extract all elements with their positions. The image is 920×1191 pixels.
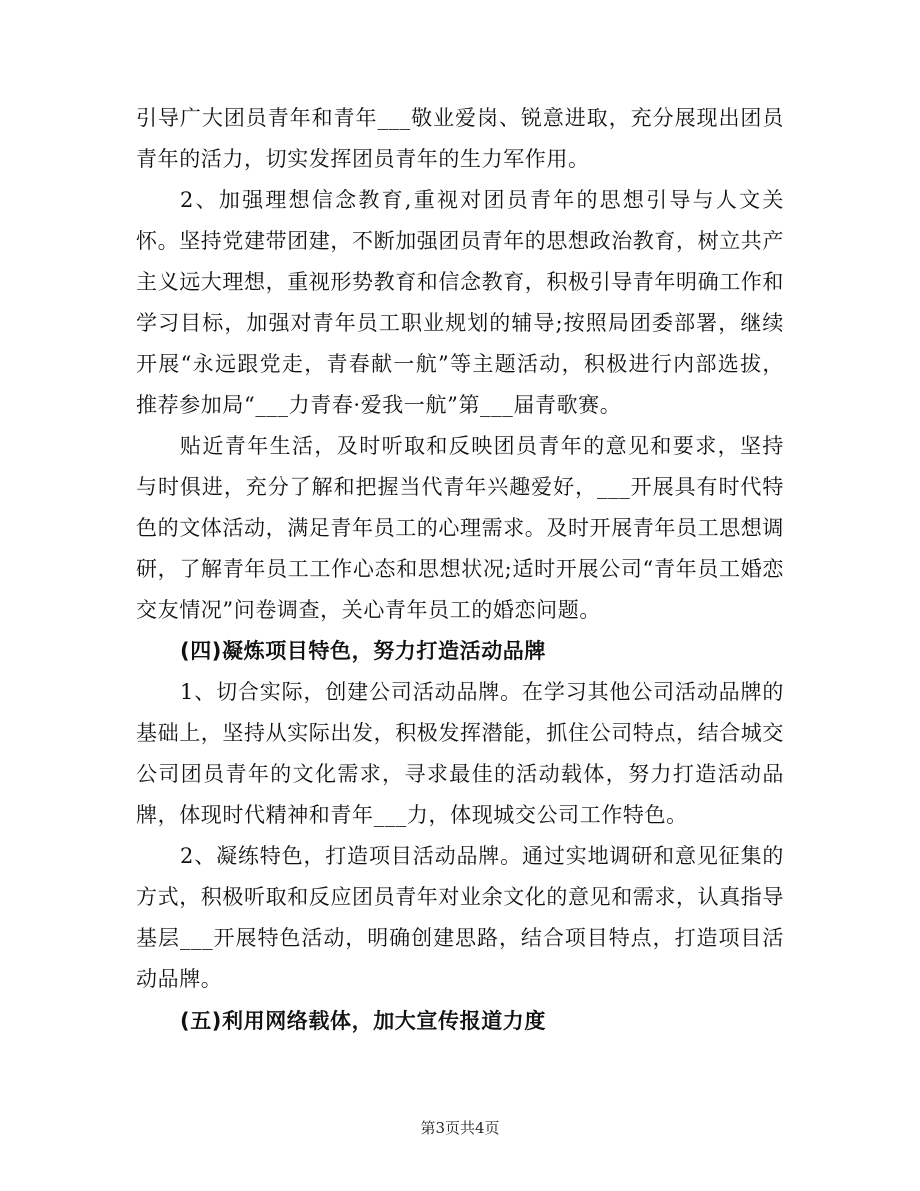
paragraph-youth-life: 贴近青年生活，及时听取和反映团员青年的意见和要求，坚持与时俱进，充分了解和把握当代青年兴趣爱好，___开展具有时代特色的文体活动，满足青年员工的心理需求。及时开展青年员工思想调研，了解青年员工工作心态和思想状况;适时开展公司“青年员工婚恋交友情况”问卷调查，关心青年员工的婚恋问题。 [136,434,784,622]
paragraph-project-brand: 2、凝练特色，打造项目活动品牌。通过实地调研和意见征集的方式，积极听取和反应团员青年对业余文化的意见和需求，认真指导基层___开展特色活动，明确创建思路，结合项目特点，打造项目活动品牌。 [136,844,784,991]
paragraph-ideal-belief-education: 2、加强理想信念教育,重视对团员青年的思想引导与人文关怀。坚持党建带团建，不断加强团员青年的思想政治教育，树立共产主义远大理想，重视形势教育和信念教育，积极引导青年明确工作和学习目标，加强对青年员工职业规划的辅导;按照局团委部署，继续开展“永远跟党走，青春献一航”等主题活动，积极进行内部选拔，推荐参加局“___力青春·爱我一航”第___届青歌赛。 [136,188,784,417]
section-heading-four: (四)凝炼项目特色，努力打造活动品牌 [180,639,546,663]
section-heading-five: (五)利用网络载体，加大宣传报道力度 [180,1009,546,1033]
paragraph-continuation: 引导广大团员青年和青年___敬业爱岗、锐意进取，充分展现出团员青年的活力，切实发挥团员青年的生力军作用。 [136,106,784,171]
paragraph-company-brand: 1、切合实际，创建公司活动品牌。在学习其他公司活动品牌的基础上，坚持从实际出发，积极发挥潜能，抓住公司特点，结合城交公司团员青年的文化需求，寻求最佳的活动载体，努力打造活动品牌，体现时代精神和青年___力，体现城交公司工作特色。 [136,680,784,827]
page-number-footer: 第3页共4页 [420,1119,500,1137]
